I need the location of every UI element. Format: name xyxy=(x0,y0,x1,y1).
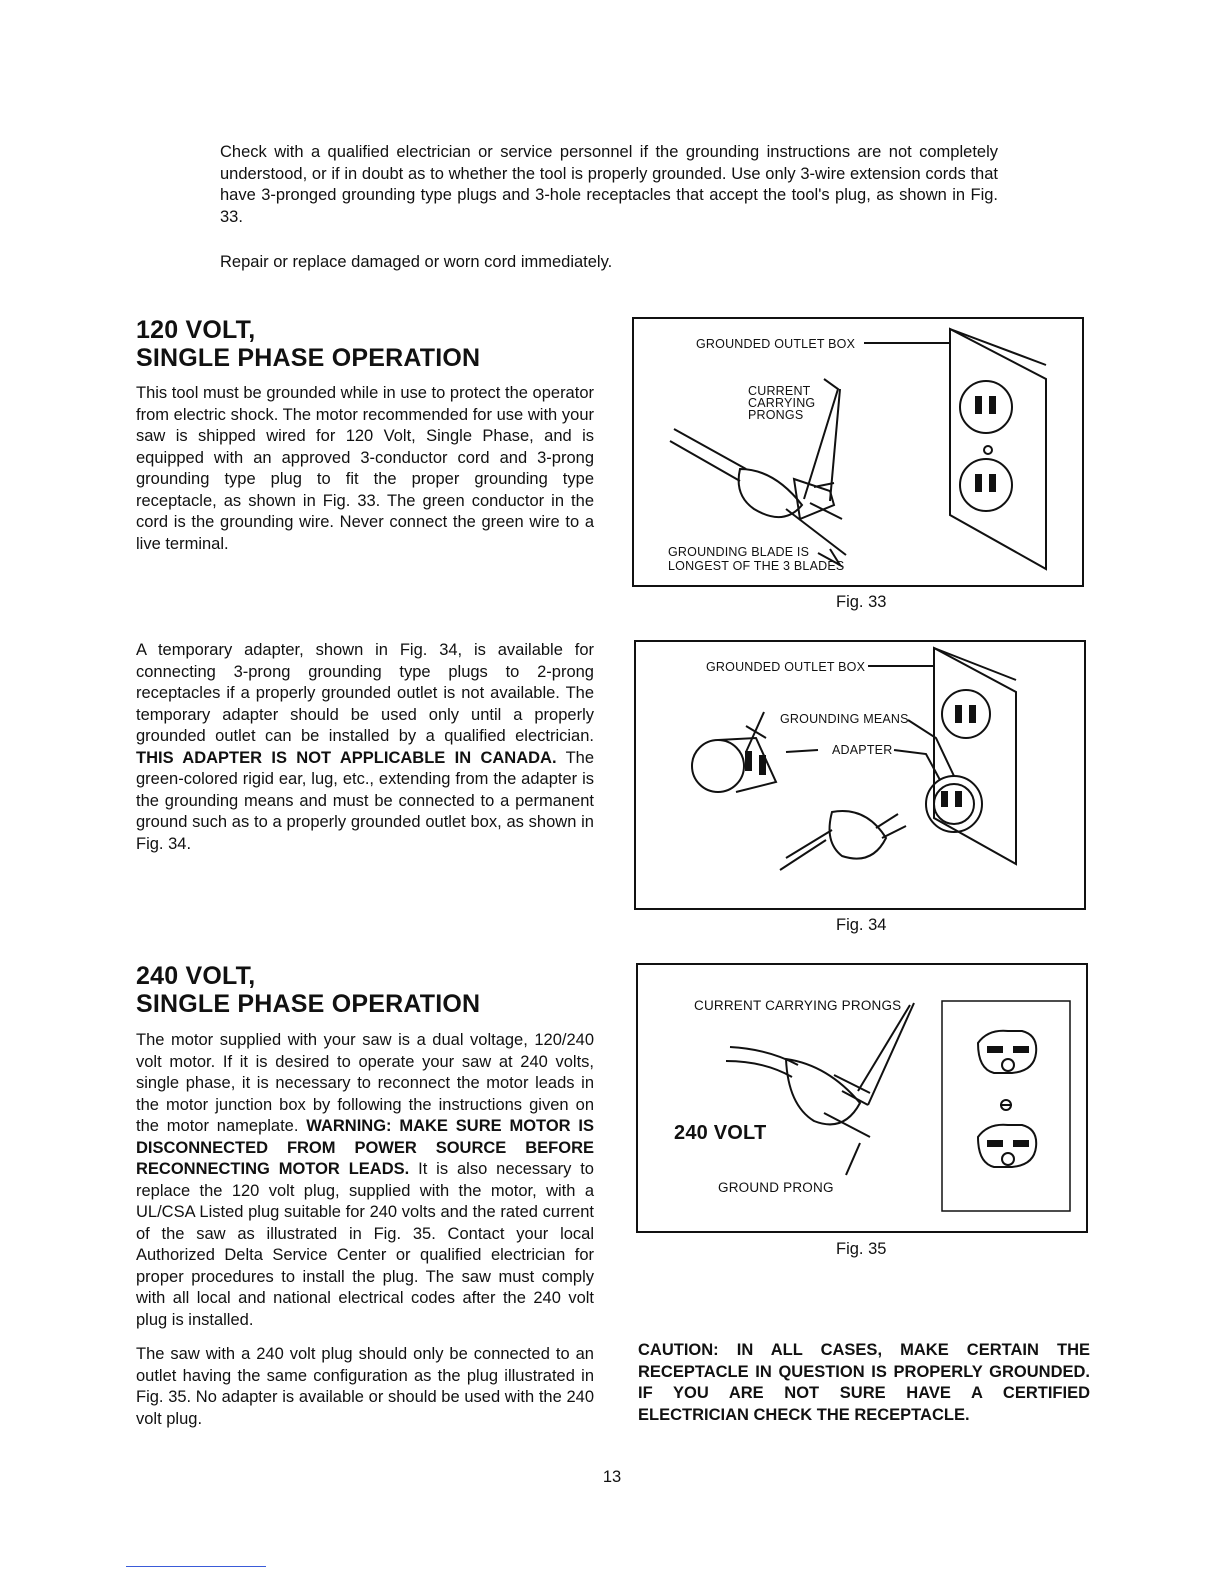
heading-240-single-phase: SINGLE PHASE OPERATION xyxy=(136,990,481,1018)
motor-warning: WARNING: MAKE SURE MOTOR IS DISCONNECTED FROM POWER SOURCE BEFORE RECONNECTING MOTOR LEADS. xyxy=(136,1117,594,1178)
figure-33-grounded-plug xyxy=(632,317,1084,587)
heading-120-single-phase: SINGLE PHASE OPERATION xyxy=(136,344,481,372)
fig35-caption: Fig. 35 xyxy=(836,1240,887,1258)
fig33-label-blade-line1: GROUNDING BLADE IS xyxy=(668,545,810,559)
page-number: 13 xyxy=(602,1468,622,1486)
fig33-label-blade-line2: LONGEST OF THE 3 BLADES xyxy=(668,559,845,573)
fig34-label-outlet-box: GROUNDED OUTLET BOX xyxy=(706,660,866,674)
figure-35-240v-plug xyxy=(636,963,1088,1233)
fig34-label-adapter: ADAPTER xyxy=(832,743,893,757)
heading-120-volt: 120 VOLT, xyxy=(136,316,256,344)
fig34-label-grounding-means: GROUNDING MEANS xyxy=(780,712,909,726)
motor-text-a: The motor supplied with your saw is a dual voltage, 120/240 volt motor. If it is desired to operate your saw at 240 volts, single phase, it is necessary to reconnect the motor leads in the motor junction box by following the instructions given on the motor nameplate. xyxy=(136,1031,594,1135)
heading-240-volt: 240 VOLT, xyxy=(136,962,256,990)
adapter-illustration xyxy=(636,642,1088,912)
paragraph-240-motor xyxy=(136,1030,594,1331)
fig33-label-current-line2: CARRYING xyxy=(748,396,816,410)
paragraph-240-plug: The saw with a 240 volt plug should only be connected to an outlet having the same configuration as the plug illustrated in Fig. 35. No adapter is available or should be used with the 240 volt plug. xyxy=(136,1345,594,1428)
adapter-canada-warning: THIS ADAPTER IS NOT APPLICABLE IN CANADA. xyxy=(136,748,557,767)
fig34-caption: Fig. 34 xyxy=(836,916,887,934)
fig35-label-current-prongs: CURRENT CARRYING PRONGS xyxy=(694,998,902,1013)
footer-rule xyxy=(126,1566,266,1567)
fig35-label-ground-prong: GROUND PRONG xyxy=(718,1180,834,1195)
intro-paragraph-repair: Repair or replace damaged or worn cord immediately. xyxy=(220,253,613,271)
fig33-label-current-line3: PRONGS xyxy=(748,408,804,422)
fig33-label-outlet-box: GROUNDED OUTLET BOX xyxy=(696,337,856,351)
fig35-label-240-volt: 240 VOLT xyxy=(674,1122,767,1144)
fig33-caption: Fig. 33 xyxy=(836,593,887,611)
figure-34-adapter xyxy=(634,640,1086,910)
motor-text-b: It is also necessary to replace the 120 volt plug, supplied with the motor, with a UL/CSA Listed plug suitable for 240 volts and the rated current of the saw as illustrated in Fig. 35. Contact your local Authorized Delta Service Center or qualified electrician for proper procedures to install the plug. The saw must comply with all local and national electrical codes after the 240 volt plug is installed. xyxy=(136,1160,594,1329)
paragraph-120-grounding: This tool must be grounded while in use to protect the operator from electric shock. The motor recommended for use with your saw is shipped wired for 120 Volt, Single Phase, and is equipped with an approved 3-conductor cord and 3-prong grounding type plug to fit the proper grounding type receptacle, as shown in Fig. 33. The green conductor in the cord is the grounding wire. Never connect the green wire to a live terminal. xyxy=(136,384,594,553)
intro-paragraph-grounding: Check with a qualified electrician or service personnel if the grounding instructions are not completely understood, or if in doubt as to whether the tool is properly grounded. Use only 3-wire extension cords that have 3-pronged grounding type plugs and 3-hole receptacles that accept the tool's plug, as shown in Fig. 33. xyxy=(220,143,998,226)
adapter-text-b: The green-colored rigid ear, lug, etc., extending from the adapter is the grounding means and must be connected to a permanent ground such as to a properly grounded outlet box, as shown in Fig. 34. xyxy=(136,748,594,853)
fig33-label-current-line1: CURRENT xyxy=(748,384,811,398)
fig33-label-grounding-blade xyxy=(668,545,844,573)
paragraph-temporary-adapter xyxy=(136,640,594,855)
adapter-text-a: A temporary adapter, shown in Fig. 34, is available for connecting 3-prong grounding type plugs to 2-prong receptacles if a properly grounded outlet is not available. The temporary adapter should be used only until a properly grounded outlet can be installed by a qualified electrician. xyxy=(136,641,594,745)
caution-notice: CAUTION: IN ALL CASES, MAKE CERTAIN THE RECEPTACLE IN QUESTION IS PROPERLY GROUNDED. IF YOU ARE NOT SURE HAVE A CERTIFIED ELECTRICIAN CHECK THE RECEPTACLE. xyxy=(638,1341,1090,1424)
fig33-label-current-prongs xyxy=(748,385,815,421)
